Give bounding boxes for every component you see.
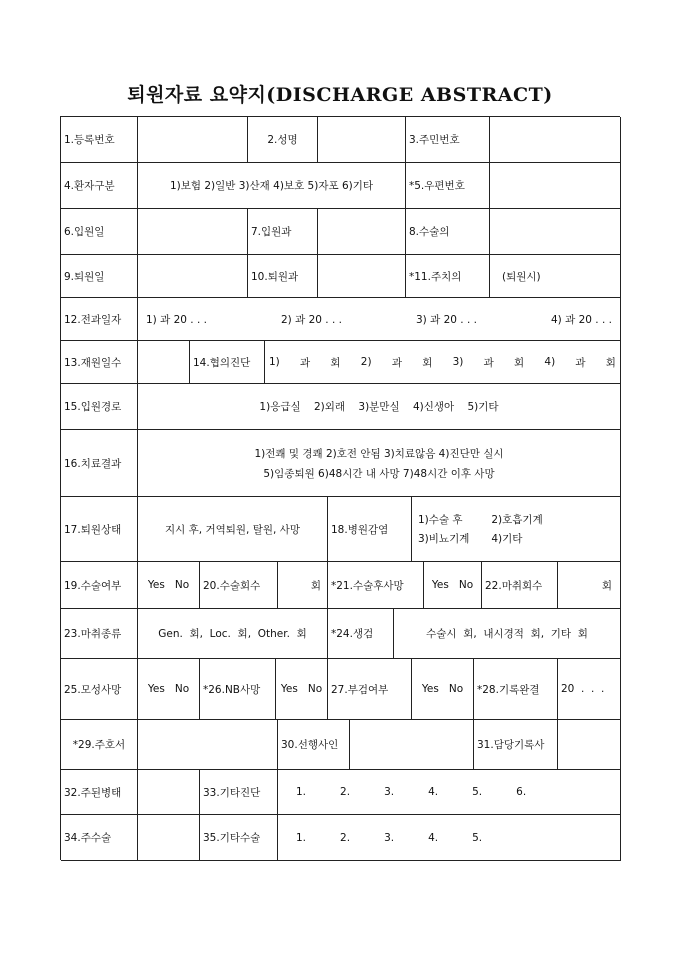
transfer-item: 1) 과 20 . . . — [146, 313, 207, 326]
biopsy-label: *24.생검 — [328, 609, 394, 659]
result-line: 5)임종퇴원 6)48시간 내 사망 7)48시간 이후 사망 — [263, 467, 495, 480]
consult-item: 과 — [391, 356, 402, 369]
attending-field[interactable] — [490, 255, 621, 298]
post-op-death-label: *21.수술후사망 — [328, 562, 424, 609]
discharge-status-options[interactable]: 지시 후, 거역퇴원, 탈원, 사망 — [138, 497, 328, 562]
infection-label: 18.병원감염 — [328, 497, 412, 562]
anesthesia-type-options[interactable]: Gen. 회, Loc. 회, Other. 회 — [138, 609, 328, 659]
discharge-form — [60, 116, 620, 860]
admission-date-field[interactable] — [138, 209, 248, 255]
resident-no-field[interactable] — [490, 117, 621, 163]
admission-route-options[interactable]: 1)응급실 2)외래 3)분만실 4)신생아 5)기타 — [138, 384, 621, 430]
attending-label: *11.주치의 — [406, 255, 490, 298]
other-dx-item: 1. — [296, 786, 307, 798]
transfer-date-label: 12.전과일자 — [61, 298, 138, 341]
other-op-item: 1. — [296, 831, 307, 844]
autopsy-options[interactable]: Yes No — [412, 659, 474, 720]
main-op-field[interactable] — [138, 815, 200, 861]
biopsy-options[interactable]: 수술시 회, 내시경적 회, 기타 회 — [394, 609, 621, 659]
discharge-date-label: 9.퇴원일 — [61, 255, 138, 298]
transfer-item: 2) 과 20 . . . — [281, 313, 342, 326]
other-dx-item: 3. — [384, 786, 395, 798]
transfer-date-field[interactable] — [138, 298, 621, 341]
anesthesia-count-field[interactable] — [558, 562, 621, 609]
consult-item: 회 — [422, 356, 433, 369]
consult-item: 회 — [330, 356, 341, 369]
admission-dept-field[interactable] — [318, 209, 406, 255]
other-op-item: 4. — [428, 831, 439, 844]
surgery-yn-label: 19.수술여부 — [61, 562, 138, 609]
other-dx-item: 6. — [516, 786, 527, 798]
autopsy-label: 27.부검여부 — [328, 659, 412, 720]
record-complete-label: *28.기록완결 — [474, 659, 558, 720]
other-op-label: 35.기타수술 — [200, 815, 278, 861]
other-dx-item: 2. — [340, 786, 351, 798]
other-dx-item: 4. — [428, 786, 439, 798]
other-dx-label: 33.기타진단 — [200, 770, 278, 815]
post-op-death-options[interactable]: Yes No — [424, 562, 482, 609]
postal-code-label: *5.우편번호 — [406, 163, 490, 209]
resident-no-label: 3.주민번호 — [406, 117, 490, 163]
surgery-yn-options[interactable]: Yes No — [138, 562, 200, 609]
consult-dx-label: 14.협의진단 — [190, 341, 265, 384]
advance-sign-label: 30.선행사인 — [278, 720, 350, 770]
attending-note: (퇴원시) — [502, 270, 541, 283]
recorder-field[interactable] — [558, 720, 621, 770]
transfer-item: 3) 과 20 . . . — [416, 313, 477, 326]
discharge-dept-label: 10.퇴원과 — [248, 255, 318, 298]
surgery-count-field[interactable] — [278, 562, 328, 609]
admission-date-label: 6.입원일 — [61, 209, 138, 255]
record-complete-date[interactable]: 20 . . . — [558, 659, 621, 720]
treatment-result-label: 16.치료결과 — [61, 430, 138, 497]
patient-type-label: 4.환자구분 — [61, 163, 138, 209]
advance-sign-field[interactable] — [350, 720, 474, 770]
other-op-item: 5. — [472, 831, 483, 844]
guardian-label: *29.주호서 — [61, 720, 138, 770]
main-dx-field[interactable] — [138, 770, 200, 815]
maternal-death-options[interactable]: Yes No — [138, 659, 200, 720]
document-title: 퇴원자료 요약지(DISCHARGE ABSTRACT) — [127, 84, 553, 106]
maternal-death-label: 25.모성사망 — [61, 659, 138, 720]
times-unit: 회 — [601, 579, 612, 592]
name-label: 2.성명 — [248, 117, 318, 163]
consult-item: 과 — [483, 356, 494, 369]
nb-death-options[interactable]: Yes No — [276, 659, 328, 720]
hospital-days-field[interactable] — [138, 341, 190, 384]
transfer-item: 4) 과 20 . . . — [551, 313, 612, 326]
treatment-result-options[interactable] — [138, 430, 621, 497]
times-unit: 회 — [310, 579, 321, 592]
recorder-label: 31.담당기록사 — [474, 720, 558, 770]
consult-item: 과 — [300, 356, 311, 369]
name-field[interactable] — [318, 117, 406, 163]
admission-route-label: 15.입원경로 — [61, 384, 138, 430]
anesthesia-count-label: 22.마취회수 — [482, 562, 558, 609]
nb-death-label: *26.NB사망 — [200, 659, 276, 720]
consult-item: 회 — [605, 356, 616, 369]
consult-item: 1) — [269, 356, 280, 368]
hospital-days-label: 13.재원일수 — [61, 341, 138, 384]
surgery-count-label: 20.수술회수 — [200, 562, 278, 609]
other-dx-item: 5. — [472, 786, 483, 798]
discharge-status-label: 17.퇴원상태 — [61, 497, 138, 562]
anesthesia-type-label: 23.마취종류 — [61, 609, 138, 659]
discharge-date-field[interactable] — [138, 255, 248, 298]
discharge-dept-field[interactable] — [318, 255, 406, 298]
infection-option: 4)기타 — [491, 533, 523, 545]
other-op-item: 2. — [340, 831, 351, 844]
other-dx-field[interactable] — [278, 770, 621, 815]
admission-dept-label: 7.입원과 — [248, 209, 318, 255]
surgeon-label: 8.수술의 — [406, 209, 490, 255]
main-op-label: 34.주수술 — [61, 815, 138, 861]
main-dx-label: 32.주된병태 — [61, 770, 138, 815]
consult-item: 회 — [514, 356, 525, 369]
consult-item: 3) — [452, 356, 464, 368]
infection-option: 2)호흡기계 — [491, 514, 543, 526]
infection-options[interactable] — [412, 497, 621, 562]
patient-type-options[interactable]: 1)보험 2)일반 3)산재 4)보호 5)자포 6)기타 — [138, 163, 406, 209]
result-line: 1)전쾌 및 경쾌 2)호전 안됨 3)치료않음 4)진단만 실시 — [254, 447, 504, 460]
other-op-item: 3. — [384, 831, 395, 844]
other-op-field[interactable] — [278, 815, 621, 861]
surgeon-field[interactable] — [490, 209, 621, 255]
postal-code-field[interactable] — [490, 163, 621, 209]
consult-dx-field[interactable] — [265, 341, 621, 384]
consult-item: 과 — [575, 356, 586, 369]
reg-no-label: 1.등록번호 — [61, 117, 138, 163]
infection-option: 1)수술 후 — [418, 514, 463, 526]
infection-option: 3)비뇨기계 — [418, 533, 470, 545]
reg-no-field[interactable] — [138, 117, 248, 163]
guardian-field[interactable] — [138, 720, 278, 770]
consult-item: 4) — [544, 356, 556, 368]
consult-item: 2) — [360, 356, 372, 368]
